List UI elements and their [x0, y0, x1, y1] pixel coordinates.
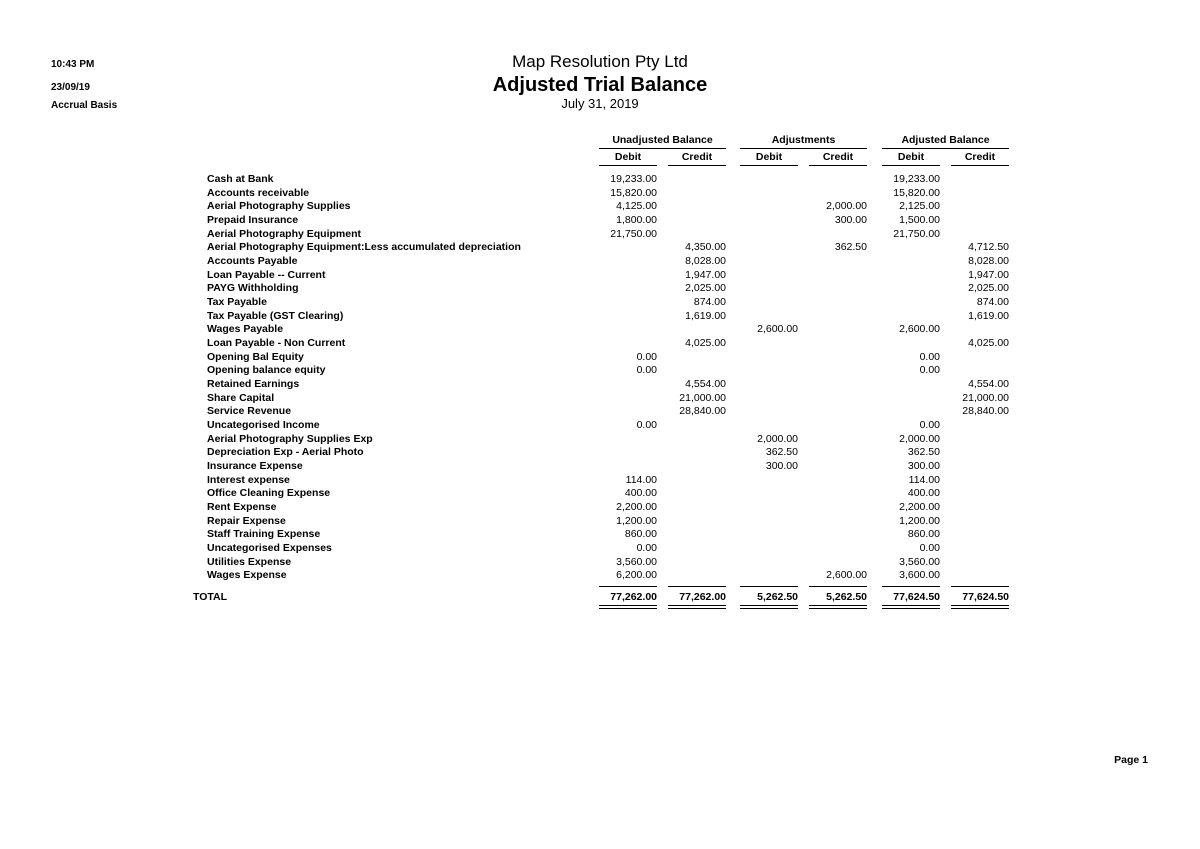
subtotal-rule [951, 586, 1009, 587]
cell-adjusted-debit: 21,750.00 [893, 227, 940, 240]
cell-adjusted-debit: 19,233.00 [893, 173, 940, 185]
account-name: Rent Expense [207, 501, 277, 514]
cell-adjusted-debit: 400.00 [907, 487, 940, 500]
group-header-unadjusted: Unadjusted Balance [599, 134, 726, 149]
cell-adjusted-debit: 2,000.00 [899, 432, 940, 445]
account-name: Staff Training Expense [207, 528, 321, 541]
cell-adjusted-credit: 28,840.00 [962, 405, 1009, 418]
total-adjusted-credit: 77,624.50 [962, 591, 1009, 603]
table-row [0, 405, 1200, 419]
subtotal-rule [599, 586, 657, 587]
account-name: Retained Earnings [207, 378, 300, 391]
table-row [0, 228, 1200, 242]
table-row [0, 515, 1200, 529]
cell-adjustments-debit: 2,600.00 [757, 323, 798, 336]
cell-adjusted-debit: 2,600.00 [899, 323, 940, 336]
cell-adjusted-debit: 114.00 [908, 473, 940, 486]
cell-unadjusted-debit: 1,200.00 [616, 514, 657, 527]
account-name: Interest expense [207, 473, 290, 486]
cell-adjustments-credit: 362.50 [834, 241, 867, 254]
cell-adjusted-debit: 0.00 [919, 542, 940, 555]
cell-unadjusted-credit: 28,840.00 [679, 405, 726, 418]
table-row [0, 446, 1200, 460]
table-row [0, 255, 1200, 269]
cell-adjusted-debit: 362.50 [907, 446, 940, 459]
table-row [0, 310, 1200, 324]
report-title: Adjusted Trial Balance [492, 74, 708, 96]
account-name: Aerial Photography Supplies Exp [207, 432, 373, 445]
table-row [0, 200, 1200, 214]
cell-unadjusted-credit: 4,025.00 [685, 337, 726, 350]
cell-unadjusted-debit: 1,800.00 [616, 214, 657, 227]
cell-adjusted-debit: 300.00 [907, 460, 940, 473]
table-row [0, 323, 1200, 337]
account-name: Share Capital [207, 391, 275, 404]
table-row [0, 214, 1200, 228]
account-name: Wages Payable [207, 323, 284, 336]
table-row [0, 528, 1200, 542]
account-name: Aerial Photography Equipment:Less accumulated depreciation [207, 241, 521, 254]
account-name: Repair Expense [207, 514, 286, 527]
table-row [0, 542, 1200, 556]
cell-unadjusted-debit: 114.00 [625, 473, 657, 486]
cell-adjusted-credit: 4,554.00 [968, 378, 1009, 391]
table-row [0, 569, 1200, 583]
cell-adjustments-credit: 2,600.00 [826, 569, 867, 582]
cell-unadjusted-debit: 6,200.00 [616, 569, 657, 582]
total-unadjusted-debit: 77,262.00 [610, 591, 657, 603]
report-time: 10:43 PM [51, 59, 95, 70]
account-name: Uncategorised Expenses [207, 542, 332, 555]
cell-adjustments-debit: 362.50 [765, 446, 798, 459]
account-name: Prepaid Insurance [207, 214, 299, 227]
cell-adjusted-debit: 0.00 [919, 350, 940, 363]
col-header-unadjusted-credit: Credit [668, 151, 726, 166]
cell-adjusted-debit: 15,820.00 [893, 186, 940, 199]
cell-adjusted-debit: 860.00 [907, 528, 940, 541]
cell-adjusted-credit: 2,025.00 [968, 282, 1009, 295]
report-period: July 31, 2019 [561, 96, 639, 111]
cell-unadjusted-credit: 4,554.00 [685, 378, 726, 391]
subtotal-rule [740, 586, 798, 587]
total-adjusted-debit: 77,624.50 [893, 591, 940, 603]
cell-adjusted-credit: 21,000.00 [962, 391, 1009, 404]
account-name: Accounts receivable [207, 186, 310, 199]
cell-unadjusted-debit: 15,820.00 [610, 186, 657, 199]
cell-adjusted-debit: 0.00 [919, 364, 940, 377]
col-header-adjusted-credit: Credit [951, 151, 1009, 166]
table-row [0, 337, 1200, 351]
cell-unadjusted-debit: 2,200.00 [616, 501, 657, 514]
cell-adjusted-debit: 2,200.00 [899, 501, 940, 514]
account-name: Tax Payable [207, 296, 267, 309]
cell-adjusted-debit: 1,200.00 [899, 514, 940, 527]
account-name: Aerial Photography Equipment [207, 227, 362, 240]
cell-adjustments-credit: 2,000.00 [826, 200, 867, 213]
cell-unadjusted-credit: 4,350.00 [685, 241, 726, 254]
col-header-adjustments-debit: Debit [740, 151, 798, 166]
cell-adjusted-debit: 1,500.00 [899, 214, 940, 227]
cell-unadjusted-debit: 0.00 [636, 542, 657, 555]
cell-unadjusted-debit: 4,125.00 [616, 200, 657, 213]
account-name: PAYG Withholding [207, 282, 299, 295]
total-unadjusted-credit: 77,262.00 [679, 591, 726, 603]
cell-adjusted-credit: 1,619.00 [968, 309, 1009, 322]
cell-unadjusted-credit: 21,000.00 [679, 391, 726, 404]
account-name: Wages Expense [207, 569, 287, 582]
table-row [0, 378, 1200, 392]
table-row [0, 474, 1200, 488]
table-row [0, 296, 1200, 310]
total-adjustments-debit: 5,262.50 [757, 591, 798, 603]
total-double-rule [599, 605, 657, 609]
cell-unadjusted-credit: 2,025.00 [685, 282, 726, 295]
cell-adjusted-debit: 3,600.00 [899, 569, 940, 582]
cell-unadjusted-credit: 1,619.00 [685, 309, 726, 322]
table-row [0, 501, 1200, 515]
total-double-rule [668, 605, 726, 609]
table-row [0, 364, 1200, 378]
table-row [0, 433, 1200, 447]
account-name: Service Revenue [207, 405, 292, 418]
cell-unadjusted-debit: 0.00 [636, 364, 657, 377]
account-name: Aerial Photography Supplies [207, 200, 351, 213]
cell-adjusted-debit: 3,560.00 [899, 555, 940, 568]
table-row [0, 392, 1200, 406]
cell-adjustments-credit: 300.00 [834, 214, 867, 227]
account-name: Accounts Payable [207, 255, 298, 268]
trial-balance-rows [0, 173, 1200, 583]
group-header-adjusted: Adjusted Balance [882, 134, 1009, 149]
cell-adjusted-credit: 4,025.00 [968, 337, 1009, 350]
total-double-rule [882, 605, 940, 609]
group-header-adjustments: Adjustments [740, 134, 867, 149]
cell-unadjusted-credit: 874.00 [693, 296, 726, 309]
table-row [0, 556, 1200, 570]
col-header-unadjusted-debit: Debit [599, 151, 657, 166]
cell-adjustments-debit: 2,000.00 [757, 432, 798, 445]
cell-unadjusted-debit: 21,750.00 [610, 227, 657, 240]
table-row [0, 173, 1200, 187]
cell-adjusted-credit: 874.00 [976, 296, 1009, 309]
account-name: Loan Payable -- Current [207, 268, 326, 281]
table-row [0, 487, 1200, 501]
subtotal-rule [668, 586, 726, 587]
account-name: Depreciation Exp - Aerial Photo [207, 446, 364, 459]
account-name: Opening balance equity [207, 364, 326, 377]
company-name: Map Resolution Pty Ltd [512, 52, 688, 71]
account-name: Cash at Bank [207, 173, 274, 185]
report-date: 23/09/19 [51, 82, 90, 93]
cell-adjusted-debit: 2,125.00 [899, 200, 940, 213]
subtotal-rule [809, 586, 867, 587]
total-adjustments-credit: 5,262.50 [826, 591, 867, 603]
table-row [0, 187, 1200, 201]
cell-unadjusted-debit: 0.00 [636, 350, 657, 363]
cell-unadjusted-debit: 3,560.00 [616, 555, 657, 568]
table-row [0, 269, 1200, 283]
total-double-rule [740, 605, 798, 609]
cell-unadjusted-debit: 0.00 [636, 419, 657, 432]
account-name: Insurance Expense [207, 460, 303, 473]
table-row [0, 419, 1200, 433]
account-name: Office Cleaning Expense [207, 487, 331, 500]
cell-adjusted-credit: 4,712.50 [968, 241, 1009, 254]
table-row [0, 241, 1200, 255]
account-name: Tax Payable (GST Clearing) [207, 309, 344, 322]
col-header-adjustments-credit: Credit [809, 151, 867, 166]
cell-unadjusted-debit: 400.00 [624, 487, 657, 500]
cell-adjustments-debit: 300.00 [765, 460, 798, 473]
cell-adjusted-debit: 0.00 [919, 419, 940, 432]
cell-unadjusted-debit: 860.00 [624, 528, 657, 541]
subtotal-rule [882, 586, 940, 587]
col-header-adjusted-debit: Debit [882, 151, 940, 166]
cell-unadjusted-credit: 1,947.00 [685, 268, 726, 281]
cell-unadjusted-credit: 8,028.00 [685, 255, 726, 268]
account-name: Loan Payable - Non Current [207, 337, 346, 350]
total-double-rule [809, 605, 867, 609]
cell-unadjusted-debit: 19,233.00 [610, 173, 657, 185]
table-row [0, 351, 1200, 365]
cell-adjusted-credit: 1,947.00 [968, 268, 1009, 281]
account-name: Opening Bal Equity [207, 350, 304, 363]
account-name: Utilities Expense [207, 555, 292, 568]
account-name: Uncategorised Income [207, 419, 320, 432]
total-double-rule [951, 605, 1009, 609]
cell-adjusted-credit: 8,028.00 [968, 255, 1009, 268]
table-row [0, 460, 1200, 474]
total-label: TOTAL [193, 591, 228, 603]
page-number: Page 1 [1114, 754, 1148, 766]
report-basis: Accrual Basis [51, 100, 118, 111]
table-row [0, 282, 1200, 296]
